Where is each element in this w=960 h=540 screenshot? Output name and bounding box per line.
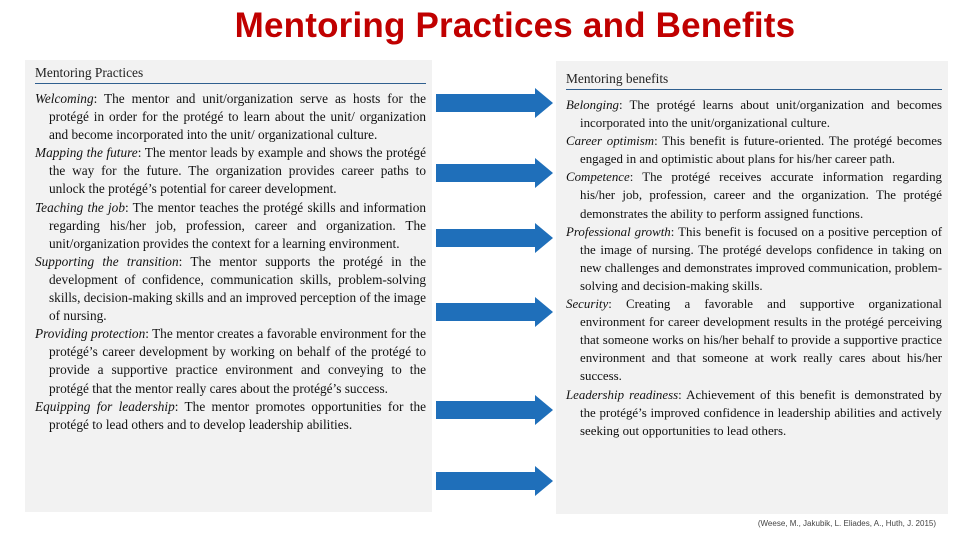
right-arrow-icon bbox=[436, 466, 553, 496]
right-arrow-icon bbox=[436, 88, 553, 118]
practice-item bbox=[35, 398, 426, 434]
practice-item bbox=[35, 199, 426, 253]
practice-term: Teaching the job bbox=[35, 199, 125, 215]
benefit-item bbox=[566, 386, 942, 440]
right-arrow-icon bbox=[436, 158, 553, 188]
benefit-text: : The protégé learns about unit/organization and becomes incorporated into the unit/organizational culture. bbox=[580, 98, 942, 131]
benefit-text: : This benefit is future-oriented. The protégé becomes engaged in and optimistic about plans for his/her career path. bbox=[580, 134, 942, 167]
benefit-item bbox=[566, 223, 942, 295]
benefit-item bbox=[566, 295, 942, 385]
practice-item bbox=[35, 325, 426, 397]
benefit-text: : This benefit is focused on a positive perception of the image of nursing. The protégé develops confidence in taking on new challenges and demonstrates improved communication, problem-solving and decision-making skills. bbox=[580, 224, 942, 293]
benefit-text: : Achievement of this benefit is demonstrated by the protégé’s improved confidence in leadership abilities and actively seeking out opportunities to lead others. bbox=[580, 387, 943, 438]
benefit-term: Competence bbox=[566, 170, 630, 185]
benefit-text: : Creating a favorable and supportive organizational environment for career development results in the protégé perceiving that someone works on his/her behalf to provide a supportive practice environment and that someone at work really cares about his/her success. bbox=[580, 297, 942, 384]
benefit-item bbox=[566, 168, 942, 222]
mentoring-benefits-panel bbox=[556, 61, 948, 514]
practice-text: : The mentor teaches the protégé skills and information regarding his/her job, profession, career and organization. The unit/organization provides the context for a learning environment. bbox=[49, 199, 426, 251]
practice-item bbox=[35, 90, 426, 144]
benefit-term: Career optimism bbox=[566, 134, 655, 149]
benefits-heading: Mentoring benefits bbox=[566, 70, 942, 90]
mentoring-practices-panel bbox=[25, 60, 432, 512]
practices-heading: Mentoring Practices bbox=[35, 64, 426, 84]
practice-text: : The mentor promotes opportunities for the protégé to lead others and to develop leadership abilities. bbox=[49, 398, 426, 432]
practice-term: Providing protection bbox=[35, 326, 146, 342]
citation: (Weese, M., Jakubik, L. Eliades, A., Huth, J. 2015) bbox=[757, 519, 936, 528]
practice-term: Mapping the future bbox=[35, 145, 138, 161]
practice-text: : The mentor supports the protégé in the development of confidence, communication skills, problem-solving skills, decision-making skills and an improved perception of the image of nursing. bbox=[49, 253, 427, 324]
practice-term: Welcoming bbox=[35, 91, 94, 106]
benefit-text: : The protégé receives accurate information regarding his/her job, profession, career and the organization. The protégé demonstrates the ability to perform assigned functions. bbox=[580, 170, 942, 221]
practice-term: Equipping for leadership bbox=[35, 398, 175, 414]
right-arrow-icon bbox=[436, 395, 553, 425]
benefit-item bbox=[566, 132, 942, 168]
slide-title: Mentoring Practices and Benefits bbox=[234, 6, 796, 45]
benefit-term: Leadership readiness bbox=[566, 387, 679, 402]
practice-text: : The mentor and unit/organization serve as hosts for the protégé in order for the protégé to learn about the unit/ organization and become incorporated into the unit/ organizational culture. bbox=[49, 91, 426, 143]
benefit-item bbox=[566, 96, 942, 132]
benefit-term: Professional growth bbox=[566, 224, 671, 239]
right-arrow-icon bbox=[436, 223, 553, 253]
practice-term: Supporting the transition bbox=[35, 253, 179, 269]
right-arrow-icon bbox=[436, 297, 553, 327]
benefit-term: Security bbox=[566, 297, 609, 312]
practice-text: : The mentor leads by example and shows the protégé the way for the future. The organization provides career paths to unlock the protégé’s potential for career development. bbox=[49, 145, 426, 197]
practice-item bbox=[35, 144, 426, 198]
benefit-term: Belonging bbox=[566, 98, 619, 112]
practice-text: : The mentor creates a favorable environment for the protégé’s career development by working on behalf of the protégé to provide a supportive practice environment and conveying to the protégé that the mentor really cares about the protégé’s success. bbox=[49, 326, 426, 396]
practice-item bbox=[35, 253, 426, 325]
